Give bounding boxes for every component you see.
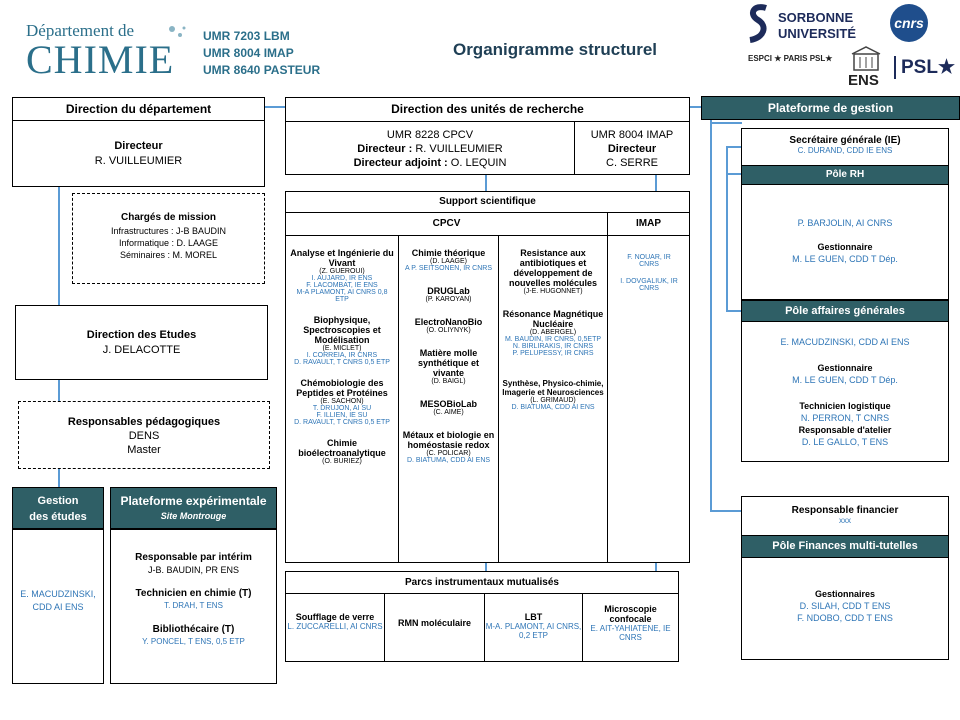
gestion-etudes-name: E. MACUDZINSKI, CDD AI ENS: [20, 589, 96, 612]
support-body: [285, 235, 690, 563]
group-title: MESOBioLab: [419, 399, 477, 409]
support-column-1: [286, 236, 399, 562]
cpcv-label-box: [285, 212, 608, 236]
umr-item: UMR 8640 PASTEUR: [203, 63, 321, 77]
group-title: Analyse et Ingénierie du Vivant: [290, 248, 394, 268]
support-column-3: [499, 236, 608, 562]
responsable-financier-box: [741, 496, 949, 536]
pole-finances-title: Pôle Finances multi-tutelles: [772, 540, 918, 552]
group-staff: I. AUJARD, IR ENS: [311, 275, 373, 282]
responsables-pedagogiques-box: [18, 401, 270, 469]
plateforme-exp-subtitle: Site Montrouge: [160, 511, 227, 521]
group-staff: N. BIRLIRAKIS, IR CNRS: [512, 343, 594, 350]
parcs-item: [285, 593, 385, 662]
role-title: Bibliothécaire (T): [152, 624, 235, 635]
charges-mission-line: Infrastructures : J-B BAUDIN: [110, 226, 227, 236]
plateforme-experimentale-body: [110, 529, 277, 684]
pole-ag-atelier: D. LE GALLO, T ENS: [801, 437, 889, 447]
cpcv-director-label: Directeur: [357, 143, 406, 155]
group-lead: (D. ABERGEL): [529, 329, 577, 336]
group-lead: (D. BAIGL): [431, 378, 466, 385]
resp-peda-title: Responsables pédagogiques: [67, 416, 221, 428]
page-title: Organigramme structurel: [452, 40, 658, 59]
direction-unites-header: [285, 97, 690, 122]
group-staff: D. BIATUMA, CDD AI ENS: [511, 404, 595, 411]
group-title: DRUGLab: [427, 286, 470, 296]
pole-finances-body: [741, 557, 949, 660]
parc-staff: E. AIT-YAHIATENE, IE CNRS: [590, 624, 671, 642]
cpcv-director: R. VUILLEUMIER: [415, 143, 503, 155]
resp-peda-line: DENS: [128, 430, 160, 442]
pole-ag-name: E. MACUDZINSKI, CDD AI ENS: [780, 337, 910, 347]
group-lead: (D. LAAGE): [430, 258, 467, 265]
pole-ag-tech-label: Technicien logistique: [799, 401, 891, 411]
cpcv-unit: UMR 8228 CPCV: [386, 129, 474, 141]
pole-ag-gest: M. LE GUEN, CDD T Dép.: [792, 375, 898, 385]
resp-peda-line: Master: [127, 444, 161, 456]
direction-etudes-box: [15, 305, 268, 380]
direction-etudes-name: J. DELACOTTE: [102, 344, 181, 356]
direction-unites-title: Direction des unités de recherche: [391, 102, 584, 116]
gestion-etudes-title-1: Gestion: [37, 495, 79, 507]
sorbonne-logo: [746, 4, 866, 46]
group-lead: (E. MICLET): [322, 345, 362, 352]
parcs-item: [582, 593, 679, 662]
group-lead: (O. BURIEZ): [322, 458, 362, 465]
director-name: R. VUILLEUMIER: [94, 155, 183, 167]
cpcv-direction-box: UMR 8228 CPCV Directeur : R. VUILLEUMIER Directeur adjoint : O. LEQUIN: [285, 121, 575, 175]
direction-departement-header: [12, 97, 265, 121]
group-lead: (P. KAROYAN): [425, 296, 472, 303]
parcs-item: [484, 593, 583, 662]
group-staff: M. BAUDIN, IR CNRS, 0,5ETP: [504, 336, 602, 343]
group-title: Resistance aux antibiotiques et développement de nouvelles molécules: [508, 248, 598, 288]
ens-text: ENS: [848, 72, 879, 89]
charges-mission-box: [72, 193, 265, 284]
pole-ag-header: [741, 300, 949, 322]
cpcv-label: CPCV: [432, 218, 461, 229]
role-name: Y. PONCEL, T ENS, 0,5 ETP: [142, 637, 245, 646]
group-staff: P. PELUPESSY, IR CNRS: [512, 350, 594, 357]
pole-rh-name: P. BARJOLIN, AI CNRS: [797, 218, 893, 228]
group-title: Chimie bioélectroanalytique: [298, 438, 386, 458]
umr-item: UMR 7203 LBM: [203, 29, 290, 43]
group-title: Chémobiologie des Peptides et Protéines: [296, 378, 388, 398]
support-column-imap: [608, 236, 690, 562]
secretaire-box: [741, 128, 949, 166]
imap-direction-box: [574, 121, 690, 175]
gestion-etudes-body: [12, 529, 104, 684]
imap-staff: F. NOUAR, IR CNRS: [627, 254, 671, 268]
sorbonne-line1: SORBONNE: [778, 10, 854, 25]
parc-staff: L. ZUCCARELLI, AI CNRS: [287, 622, 383, 631]
pole-rh-body: [741, 184, 949, 300]
pole-finances-header: [741, 535, 949, 558]
imap-label: IMAP: [636, 218, 661, 229]
group-staff: T. DRUJON, AI SU: [312, 405, 372, 412]
group-title: Biophysique, Spectroscopies et Modélisation: [303, 315, 381, 345]
group-title: ElectroNanoBio: [414, 317, 483, 327]
group-staff: M-A PLAMONT, AI CNRS 0,8 ETP: [296, 289, 388, 303]
psl-logo: PSL★: [894, 56, 960, 79]
plateforme-gestion-title: Plateforme de gestion: [767, 101, 894, 115]
imap-director-label: Directeur: [607, 143, 657, 155]
plateforme-exp-title: Plateforme expérimentale: [120, 494, 267, 508]
group-staff: D. RAVAULT, T CNRS 0,5 ETP: [294, 419, 390, 426]
gestion-etudes-header: [12, 487, 104, 529]
support-scientifique-header: [285, 191, 690, 213]
chimie-logo: [26, 22, 196, 82]
group-staff: A P. SEITSONEN, IR CNRS: [404, 265, 492, 272]
pole-rh-title: Pôle RH: [825, 169, 865, 180]
pole-rh-gest: M. LE GUEN, CDD T Dép.: [792, 254, 898, 264]
group-lead: (E. SACHON): [320, 398, 364, 405]
group-title: Synthèse, Physico-chimie, Imagerie et Neurosciences: [502, 379, 604, 397]
group-title: Métaux et biologie en homéostasie redox: [402, 430, 495, 450]
pole-ag-atelier-label: Responsable d'atelier: [798, 425, 892, 435]
sorbonne-line2: UNIVERSITÉ: [778, 26, 857, 41]
group-staff: D. BIATUMA, CDD AI ENS: [406, 457, 491, 464]
ens-building-icon: [848, 46, 884, 72]
resp-fin-title: Responsable financier: [791, 505, 899, 516]
group-title: Résonance Magnétique Nucléaire: [502, 309, 604, 329]
group-lead: (L. GRIMAUD): [530, 397, 576, 404]
group-staff: F. LACOMBAT, IE ENS: [306, 282, 378, 289]
group-title: Matière molle synthétique et vivante: [417, 348, 479, 378]
group-lead: (J-E. HUGONNET): [523, 288, 583, 295]
pole-ag-tech: N. PERRON, T CNRS: [800, 413, 890, 423]
pole-rh-header: [741, 165, 949, 185]
imap-label-box: [607, 212, 690, 236]
parcs-header: [285, 571, 679, 594]
group-staff: D. RAVAULT, T CNRS 0,5 ETP: [294, 359, 390, 366]
parc-title: LBT: [524, 612, 543, 622]
parc-staff: M-A. PLAMONT, AI CNRS, 0,2 ETP: [485, 622, 582, 640]
resp-fin-name: xxx: [839, 516, 851, 525]
umr-list: [203, 28, 343, 79]
pole-fin-name: D. SILAH, CDD T ENS: [799, 601, 891, 611]
parc-title: Microscopie confocale: [604, 604, 657, 624]
director-role: Directeur: [114, 140, 163, 152]
group-lead: (Z. GUEROUI): [319, 268, 365, 275]
direction-departement-title: Direction du département: [65, 102, 212, 116]
parcs-item: [384, 593, 485, 662]
logo-line1: Département de: [26, 21, 135, 40]
parcs-title: Parcs instrumentaux mutualisés: [405, 577, 559, 588]
logo-line2: CHIMIE: [26, 37, 175, 82]
pole-rh-gest-label: Gestionnaire: [817, 242, 873, 252]
role-title: Technicien en chimie (T): [135, 588, 252, 599]
flask-icon: [166, 24, 188, 47]
group-lead: (O. OLIYNYK): [426, 327, 471, 334]
umr-item: UMR 8004 IMAP: [203, 46, 294, 60]
cpcv-deputy: O. LEQUIN: [450, 157, 507, 169]
pole-ag-gest-label: Gestionnaire: [817, 363, 873, 373]
imap-unit: UMR 8004 IMAP: [590, 129, 674, 141]
cnrs-logo: cnrs: [890, 4, 928, 42]
plateforme-gestion-header: [701, 96, 960, 120]
support-column-2: [399, 236, 499, 562]
role-name: J-B. BAUDIN, PR ENS: [147, 565, 239, 575]
group-lead: (C. AIME): [433, 409, 464, 416]
role-name: T. DRAH, T ENS: [164, 601, 223, 610]
cpcv-deputy-label: Directeur adjoint: [353, 157, 441, 169]
charges-mission-line: Informatique : D. LAAGE: [118, 238, 219, 248]
charges-mission-line: Séminaires : M. MOREL: [119, 250, 218, 260]
sorbonne-emblem-icon: [746, 4, 772, 44]
direction-etudes-title: Direction des Etudes: [86, 329, 197, 341]
group-lead: (C. POLICAR): [426, 450, 471, 457]
parc-title: Soufflage de verre: [295, 612, 375, 622]
pole-fin-gest-label: Gestionnaires: [814, 589, 876, 599]
imap-staff: I. DOVGALIUK, IR CNRS: [620, 278, 678, 292]
pole-fin-name: F. NDOBO, CDD T ENS: [797, 613, 893, 623]
espci-logo: ESPCI ★ PARIS PSL★: [748, 54, 833, 63]
pole-ag-body: [741, 321, 949, 462]
group-staff: I. CORREIA, IR CNRS: [306, 352, 378, 359]
charges-mission-title: Chargés de mission: [120, 212, 217, 223]
direction-departement-body: [12, 120, 265, 187]
plateforme-experimentale-header: [110, 487, 277, 529]
secretaire-title: Secrétaire générale (IE): [789, 135, 901, 146]
ens-logo: [846, 46, 886, 88]
role-title: Responsable par intérim: [135, 552, 252, 563]
group-title: Chimie théorique: [411, 248, 486, 258]
secretaire-name: C. DURAND, CDD IE ENS: [797, 146, 893, 155]
parc-title: RMN moléculaire: [397, 618, 472, 628]
group-staff: F. ILLIEN, IE SU: [316, 412, 368, 419]
gestion-etudes-title-2: des études: [29, 511, 87, 523]
pole-ag-title: Pôle affaires générales: [785, 305, 905, 317]
imap-director: C. SERRE: [606, 157, 658, 169]
support-title: Support scientifique: [439, 196, 536, 207]
